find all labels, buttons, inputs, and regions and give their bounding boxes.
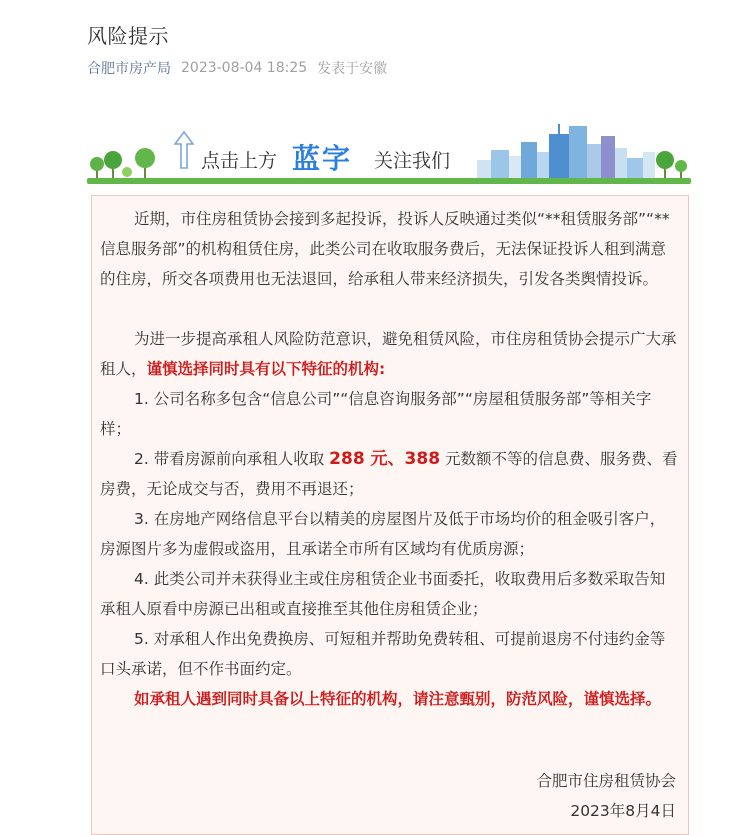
feature-item-1: 1. 公司名称多包含“信息公司”“信息咨询服务部”“房屋租赁服务部”等相关字样；: [100, 390, 652, 438]
banner-right-text: 关注我们: [374, 150, 451, 172]
notice-paragraph-2: [100, 324, 680, 384]
feature-item-2: [100, 444, 680, 504]
p2-text: 为进一步提高承租人风险防范意识，避免租赁风险，市住房租赁协会提示广大承租人，: [100, 330, 677, 378]
banner-ground-line: [87, 178, 691, 184]
banner-left-text: 点击上方: [201, 150, 278, 172]
publish-time: 2023-08-04 18:25: [181, 60, 308, 76]
notice-paragraph-1: 近期，市住房租赁协会接到多起投诉，投诉人反映通过类似“**租赁服务部”“**信息服务部”的机构租赁住房，此类公司在收取服务费后，无法保证投诉人租到满意的住房，所交各项费用也无法退回，给承租人带来经济损失，引发各类舆情投诉。: [100, 210, 670, 288]
tree-icon: [656, 151, 687, 178]
risk-notice-box: [91, 195, 689, 835]
building-group: [477, 124, 655, 178]
warning-paragraph: 如承租人遇到同时具备以上特征的机构，请注意甄别，防范风险，谨慎选择。: [134, 690, 662, 708]
p2-warning: 谨慎选择同时具有以下特征的机构:: [146, 360, 386, 378]
tree-icon: [90, 148, 155, 178]
feature-item-4: 4. 此类公司并未获得业主或住房租赁企业书面委托，收取费用后多数采取告知承租人原看中房源已出租或直接推至其他住房租赁企业；: [100, 570, 666, 618]
article-title: 风险提示: [87, 24, 169, 48]
signature-date: 2023年8月4日: [570, 802, 676, 820]
feature-item-3: 3. 在房地产网络信息平台以精美的房屋图片及低于市场均价的租金吸引客户，房源图片多为虚假或盗用，且承诺全市所有区域均有优质房源；: [100, 510, 666, 558]
item2-text-a: 2. 带看房源前向承租人收取: [134, 450, 330, 468]
follow-us-banner[interactable]: [87, 122, 691, 188]
item2-fee-amount: 288 元、388: [329, 449, 441, 469]
article-meta: [87, 58, 387, 78]
feature-item-5: 5. 对承租人作出免费换房、可短租并帮助免费转租、可提前退房不付违约金等口头承诺，但不作书面约定。: [100, 630, 666, 678]
up-arrow-icon: [173, 130, 195, 170]
publish-location: 发表于安徽: [317, 61, 388, 77]
banner-blue-text: 蓝字: [292, 142, 353, 175]
account-name-link[interactable]: 合肥市房产局: [87, 61, 171, 77]
signature-org: 合肥市住房租赁协会: [536, 772, 676, 790]
item2-text-b: 元数额不等的信息费、服务费、看房费，无论成交与否，费用不再退还；: [100, 450, 678, 498]
